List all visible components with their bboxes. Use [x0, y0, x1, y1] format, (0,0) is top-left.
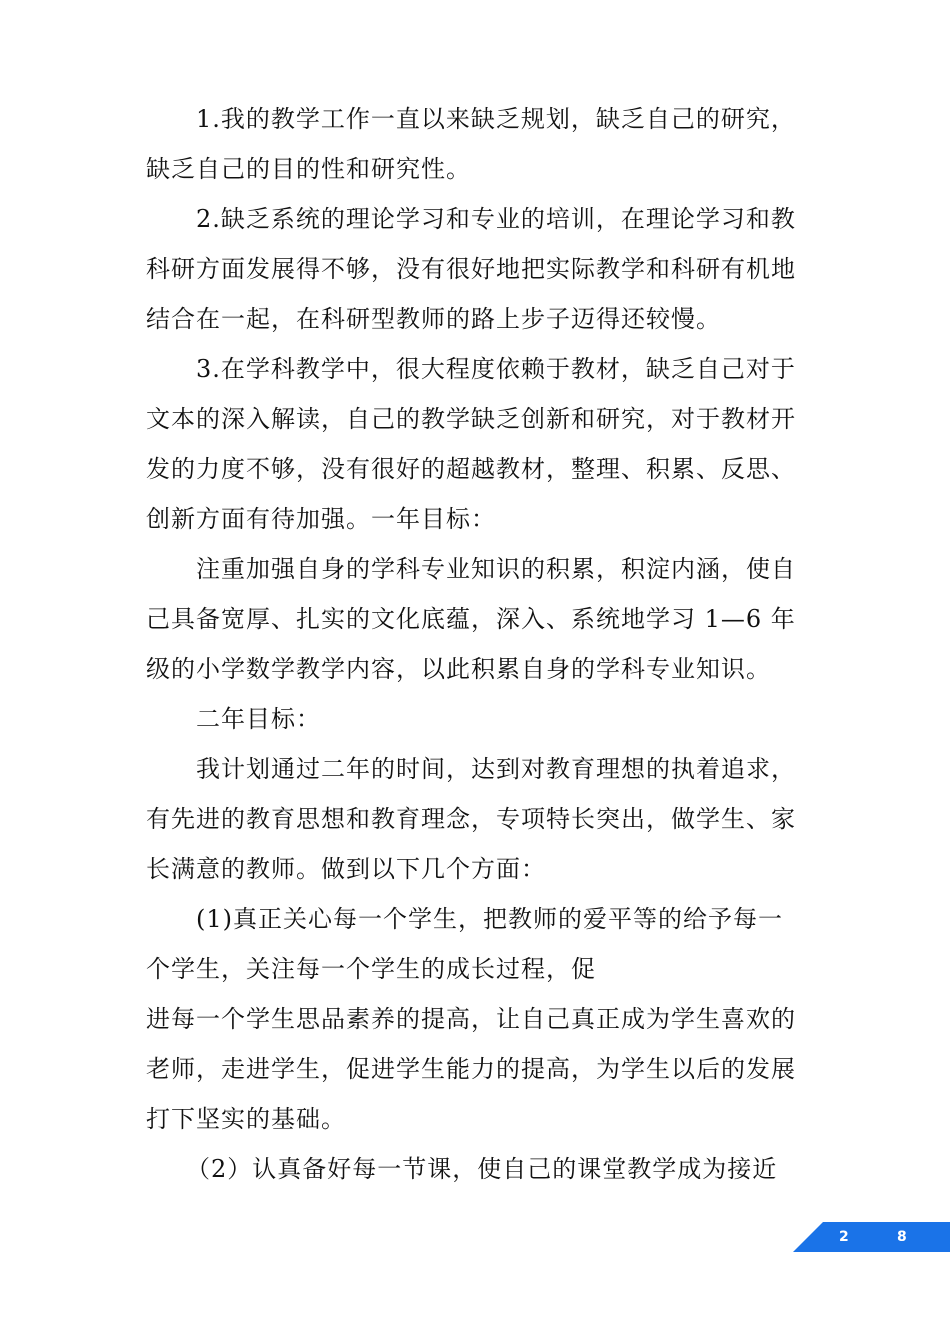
text-line: 2.缺乏系统的理论学习和专业的培训，在理论学习和教 [196, 205, 796, 233]
text-line: 文本的深入解读，自己的教学缺乏创新和研究，对于教材开 [146, 405, 796, 433]
text-line: 个学生，关注每一个学生的成长过程，促 [146, 955, 596, 983]
text-line: 级的小学数学教学内容，以此积累自身的学科专业知识。 [146, 655, 771, 683]
text-line: 3.在学科教学中，很大程度依赖于教材，缺乏自己对于 [196, 355, 796, 383]
text-line: 进每一个学生思品素养的提高，让自己真正成为学生喜欢的 [146, 1005, 796, 1033]
text-line: 我计划通过二年的时间，达到对教育理想的执着追求， [196, 755, 796, 783]
text-line: （2）认真备好每一节课，使自己的课堂教学成为接近 [186, 1155, 778, 1183]
text-line: 结合在一起，在科研型教师的路上步子迈得还较慢。 [146, 305, 721, 333]
text-line: 有先进的教育思想和教育理念，专项特长突出，做学生、家 [146, 805, 796, 833]
page-footer [793, 1222, 950, 1252]
text-line: 缺乏自己的目的性和研究性。 [146, 155, 471, 183]
page-number-current: 2 [839, 1229, 849, 1245]
text-line: 注重加强自身的学科专业知识的积累，积淀内涵，使自 [196, 555, 796, 583]
text-line: 发的力度不够，没有很好的超越教材，整理、积累、反思、 [146, 455, 796, 483]
text-line: 打下坚实的基础。 [146, 1105, 346, 1133]
text-line: 老师，走进学生，促进学生能力的提高，为学生以后的发展 [146, 1055, 796, 1083]
text-line: 己具备宽厚、扎实的文化底蕴，深入、系统地学习 1—6 年 [146, 605, 796, 633]
text-line: 创新方面有待加强。一年目标： [146, 505, 496, 533]
text-line: 长满意的教师。做到以下几个方面： [146, 855, 546, 883]
footer-banner [793, 1222, 950, 1252]
text-line: 二年目标： [196, 705, 321, 733]
text-line: (1)真正关心每一个学生，把教师的爱平等的给予每一 [196, 905, 783, 933]
text-line: 科研方面发展得不够，没有很好地把实际教学和科研有机地 [146, 255, 796, 283]
text-line: 1.我的教学工作一直以来缺乏规划，缺乏自己的研究， [196, 105, 796, 133]
page-number-total: 8 [897, 1229, 907, 1245]
